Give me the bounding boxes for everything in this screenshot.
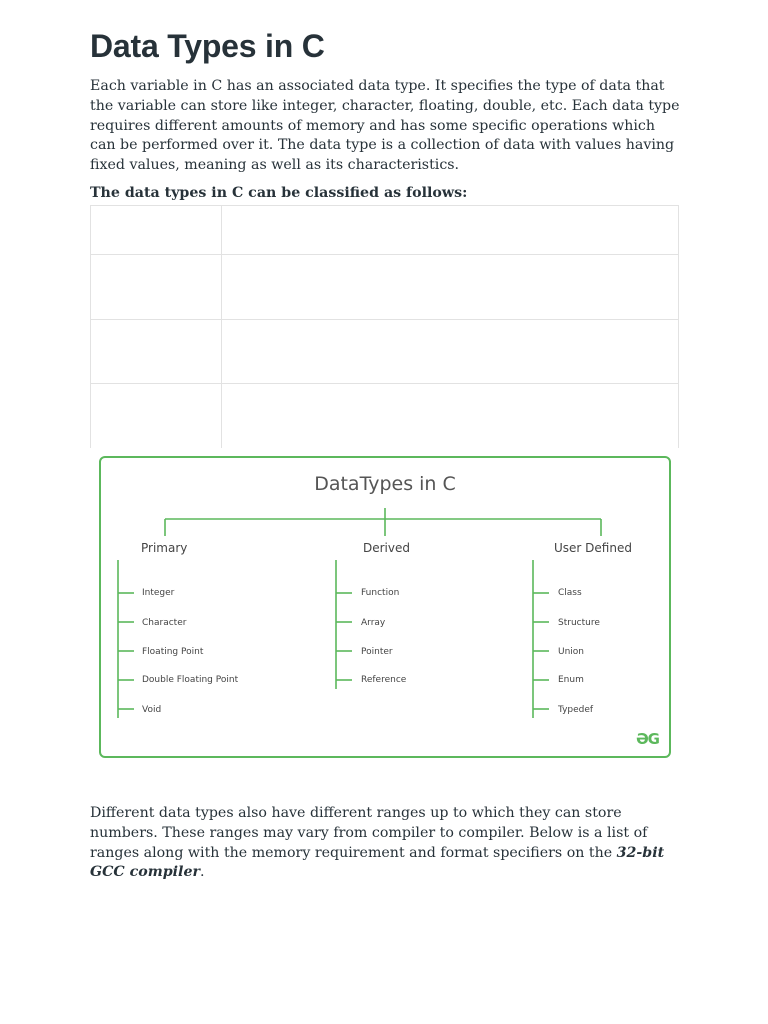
diagram-item: Reference xyxy=(361,675,407,685)
table-column-border xyxy=(90,205,91,448)
category-user-defined: User Defined xyxy=(554,541,632,555)
diagram-item: Integer xyxy=(142,588,175,598)
diagram-item: Array xyxy=(361,618,386,628)
diagram-item: Pointer xyxy=(361,647,393,657)
diagram-item: Typedef xyxy=(558,705,594,715)
empty-table xyxy=(90,205,679,448)
table-column-border xyxy=(221,205,222,448)
diagram-item: Function xyxy=(361,588,400,598)
datatypes-diagram xyxy=(99,456,671,758)
category-derived: Derived xyxy=(363,541,410,555)
ranges-end: . xyxy=(199,864,205,881)
diagram-title: DataTypes in C xyxy=(314,473,456,495)
page-title: Data Types in C xyxy=(90,28,325,64)
ranges-text: Different data types also have different ranges up to which they can store numbers. These ranges may vary from compiler to compiler. Below is a list of ranges along with the memory requirement and format specifiers on the xyxy=(90,805,648,861)
diagram-item: Floating Point xyxy=(142,647,204,657)
table-row-border xyxy=(90,254,679,255)
table-row-border xyxy=(90,383,679,384)
table-column-border xyxy=(678,205,679,448)
gfg-logo-icon: ƏG xyxy=(635,730,659,748)
classification-heading: The data types in C can be classified as follows: xyxy=(90,185,468,201)
compiler-emphasis: 32-bit GCC compiler xyxy=(90,844,665,881)
diagram-item: Void xyxy=(142,705,162,715)
table-row-border xyxy=(90,319,679,320)
diagram-item: Class xyxy=(558,588,582,598)
intro-paragraph: Each variable in C has an associated data type. It specifies the type of data that the variable can store like integer, character, floating, double, etc. Each data type requires different amounts of memory and has some specific operations which can be performed over it. The data type is a collection of data with values having fixed values, meaning as well as its characteristics. xyxy=(90,78,680,174)
diagram-item: Enum xyxy=(558,675,584,685)
diagram-item: Structure xyxy=(558,618,600,628)
ranges-paragraph xyxy=(90,804,685,883)
table-row-border xyxy=(90,205,679,206)
diagram-item: Character xyxy=(142,618,187,628)
diagram-item: Union xyxy=(558,647,585,657)
diagram-item: Double Floating Point xyxy=(142,675,239,685)
category-primary: Primary xyxy=(141,541,188,555)
